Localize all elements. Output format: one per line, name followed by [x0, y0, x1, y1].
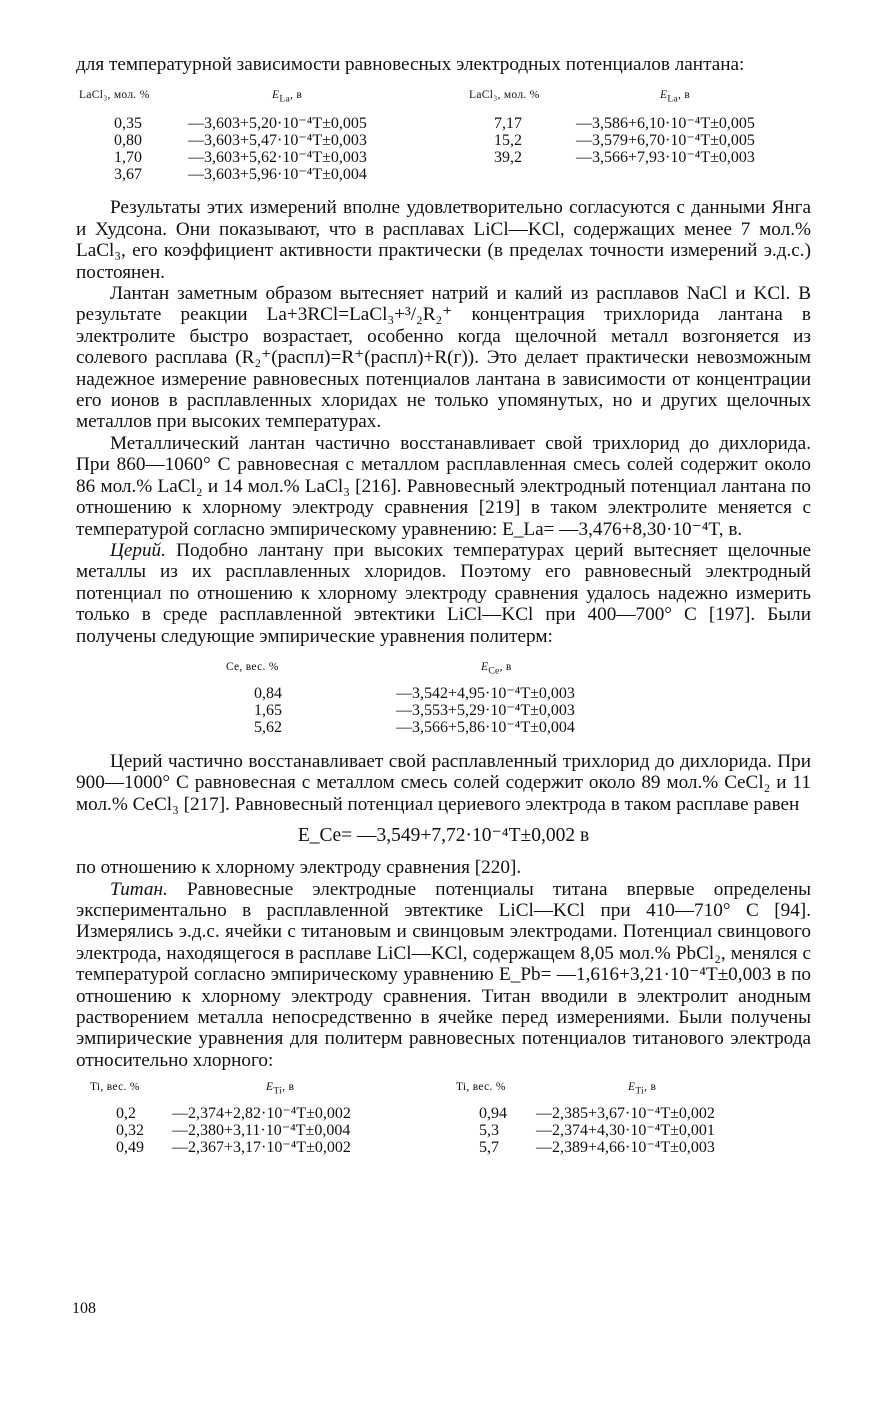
table-cell: 1,65 [254, 701, 282, 719]
table-cell: 0,2 [116, 1105, 136, 1123]
table-cell: 0,35 [114, 115, 142, 133]
table-header: Ti, вес. % [90, 1081, 140, 1094]
table-header: $E_{La}$, в [272, 89, 303, 105]
table-cell: —2,385+3,67·10⁻⁴T±0,002 [536, 1105, 715, 1123]
paragraph-results: Результаты этих измерений вполне удовлетворительно согласуются с данными Янга и Худсона. Они показывают, что в расплавах LiCl—KCl, содержащих менее 7 мол.% LaCl₃, его коэффициент активности практически (в пределах точности измерений э.д.с.) постоянен. [76, 197, 811, 283]
table-cell: —3,553+5,29·10⁻⁴T±0,003 [396, 701, 575, 719]
table-cell: —2,374+4,30·10⁻⁴T±0,001 [536, 1122, 715, 1140]
table-cell: —2,380+3,11·10⁻⁴T±0,004 [172, 1122, 351, 1140]
section-lead-cerium: Церий. [110, 539, 166, 561]
table-cell: —3,566+5,86·10⁻⁴T±0,004 [396, 718, 575, 736]
paragraph-cerium: Церий. Подобно лантану при высоких температурах церий вытесняет щелочные металлы из их расплавленных хлоридов. Поэтому его равновесный электродный потенциал по отношению к хлорному электроду сравнения удалось надежно измерить только в среде расплавленной эвтектики LiCl—KCl при 400—700° С [197]. Были получены следующие эмпирические уравнения политерм: [76, 539, 811, 647]
table-cell: 7,17 [494, 115, 522, 133]
table-cell: 0,32 [116, 1122, 144, 1140]
page-number: 108 [72, 1300, 96, 1317]
table-cell: 0,84 [254, 684, 282, 702]
table-header: $E_{La}$, в [660, 89, 691, 105]
table-cell: —3,542+4,95·10⁻⁴T±0,003 [396, 684, 575, 702]
table-header: LaCl₃, мол. % [79, 89, 150, 102]
table-cell: —3,566+7,93·10⁻⁴T±0,003 [576, 149, 755, 167]
paragraph-lanthanum-displaces: Лантан заметным образом вытесняет натрий и калий из расплавов NaCl и KCl. В результате реакции La+3RCl=LaCl₃+³/₂R₂⁺ концентрация трихлорида лантана в электролите быстро возрастает, особенно когда щелочной металл возгоняется из солевого расплава (R₂⁺(распл)=R⁺(распл)+R(г)). Это делает практически невозможным надежное измерение равновесных потенциалов лантана в зависимости от концентрации его ионов в расплавленных хлоридах не только упомянутых, но и других щелочных металлов при высоких температурах. [76, 283, 811, 433]
section-lead-titanium: Титан. [110, 878, 168, 900]
table-cerium [76, 659, 811, 739]
table-cell: —3,603+5,96·10⁻⁴T±0,004 [188, 166, 367, 184]
table-cell: —2,389+4,66·10⁻⁴T±0,003 [536, 1139, 715, 1157]
table-titanium [76, 1079, 811, 1159]
table-header: $E_{Ti}$, в [628, 1081, 657, 1097]
table-cell: 0,94 [479, 1105, 507, 1123]
table-lanthanum [76, 87, 811, 185]
table-cell: 5,3 [479, 1122, 499, 1140]
table-cell: —3,603+5,47·10⁻⁴T±0,003 [188, 132, 367, 150]
formula-cerium-potential: E_Ce= —3,549+7,72·10⁻⁴T±0,002 в [297, 825, 590, 847]
table-cell: —3,586+6,10·10⁻⁴T±0,005 [576, 115, 755, 133]
paragraph-titanium: Титан. Равновесные электродные потенциалы титана впервые определены экспериментально в расплавленной эвтектике LiCl—KCl при 410—710° С [94]. Измерялись э.д.с. ячейки с титановым и свинцовым электродами. Потенциал свинцового электрода, находящегося в расплаве LiCl—KCl, содержащем 8,05 мол.% PbCl₂, менялся с температурой согласно эмпирическому уравнению E_Pb= —1,616+3,21·10⁻⁴T±0,003 в по отношению к хлорному электроду сравнения. Титан вводили в электролит анодным растворением металла непосредственно в ячейке перед измерениями. Были получены эмпирические уравнения для политерм равновесных потенциалов титанового электрода относительно хлорного: [76, 878, 811, 1071]
page-content [76, 54, 811, 1159]
table-cell: 39,2 [494, 149, 522, 167]
table-cell: —2,374+2,82·10⁻⁴T±0,002 [172, 1105, 351, 1123]
table-cell: —3,579+6,70·10⁻⁴T±0,005 [576, 132, 755, 150]
table-cell: 15,2 [494, 132, 522, 150]
intro-paragraph: для температурной зависимости равновесных электродных потенциалов лантана: [76, 54, 745, 75]
table-header: LaCl₃, мол. % [469, 89, 540, 102]
table-cell: 0,49 [116, 1139, 144, 1157]
table-cell: —2,367+3,17·10⁻⁴T±0,002 [172, 1139, 351, 1157]
table-header: Ce, вес. % [226, 660, 279, 673]
table-cell: 1,70 [114, 149, 142, 167]
table-cell: 5,62 [254, 718, 282, 736]
table-cell: 5,7 [479, 1139, 499, 1157]
paragraph-cerium-dichloride: Церий частично восстанавливает свой расплавленный трихлорид до дихлорида. При 900—1000° С равновесная с металлом смесь солей содержит около 89 мол.% CeCl₂ и 11 мол.% CeCl₃ [217]. Равновесный потенциал цериевого электрода в таком расплаве равен [76, 750, 811, 815]
table-header: $E_{Ti}$, в [266, 1081, 295, 1097]
table-cell: —3,603+5,62·10⁻⁴T±0,003 [188, 149, 367, 167]
table-header: $E_{Ce}$, в [481, 660, 512, 677]
paragraph-reference-electrode: по отношению к хлорному электроду сравнения [220]. [76, 857, 522, 879]
paragraph-lanthanum-dichloride: Металлический лантан частично восстанавливает свой трихлорид до дихлорида. При 860—1060° С равновесная с металлом расплавленная смесь солей содержит около 86 мол.% LaCl₂ и 14 мол.% LaCl₃ [216]. Равновесный электродный потенциал лантана по отношению к хлорному электроду сравнения [219] в таком электролите меняется с температурой согласно эмпирическому уравнению: E_La= —3,476+8,30·10⁻⁴T, в. [76, 432, 811, 540]
table-cell: 3,67 [114, 166, 142, 184]
table-cell: —3,603+5,20·10⁻⁴T±0,005 [188, 115, 367, 133]
table-cell: 0,80 [114, 132, 142, 150]
table-header: Ti, вес. % [456, 1081, 506, 1094]
